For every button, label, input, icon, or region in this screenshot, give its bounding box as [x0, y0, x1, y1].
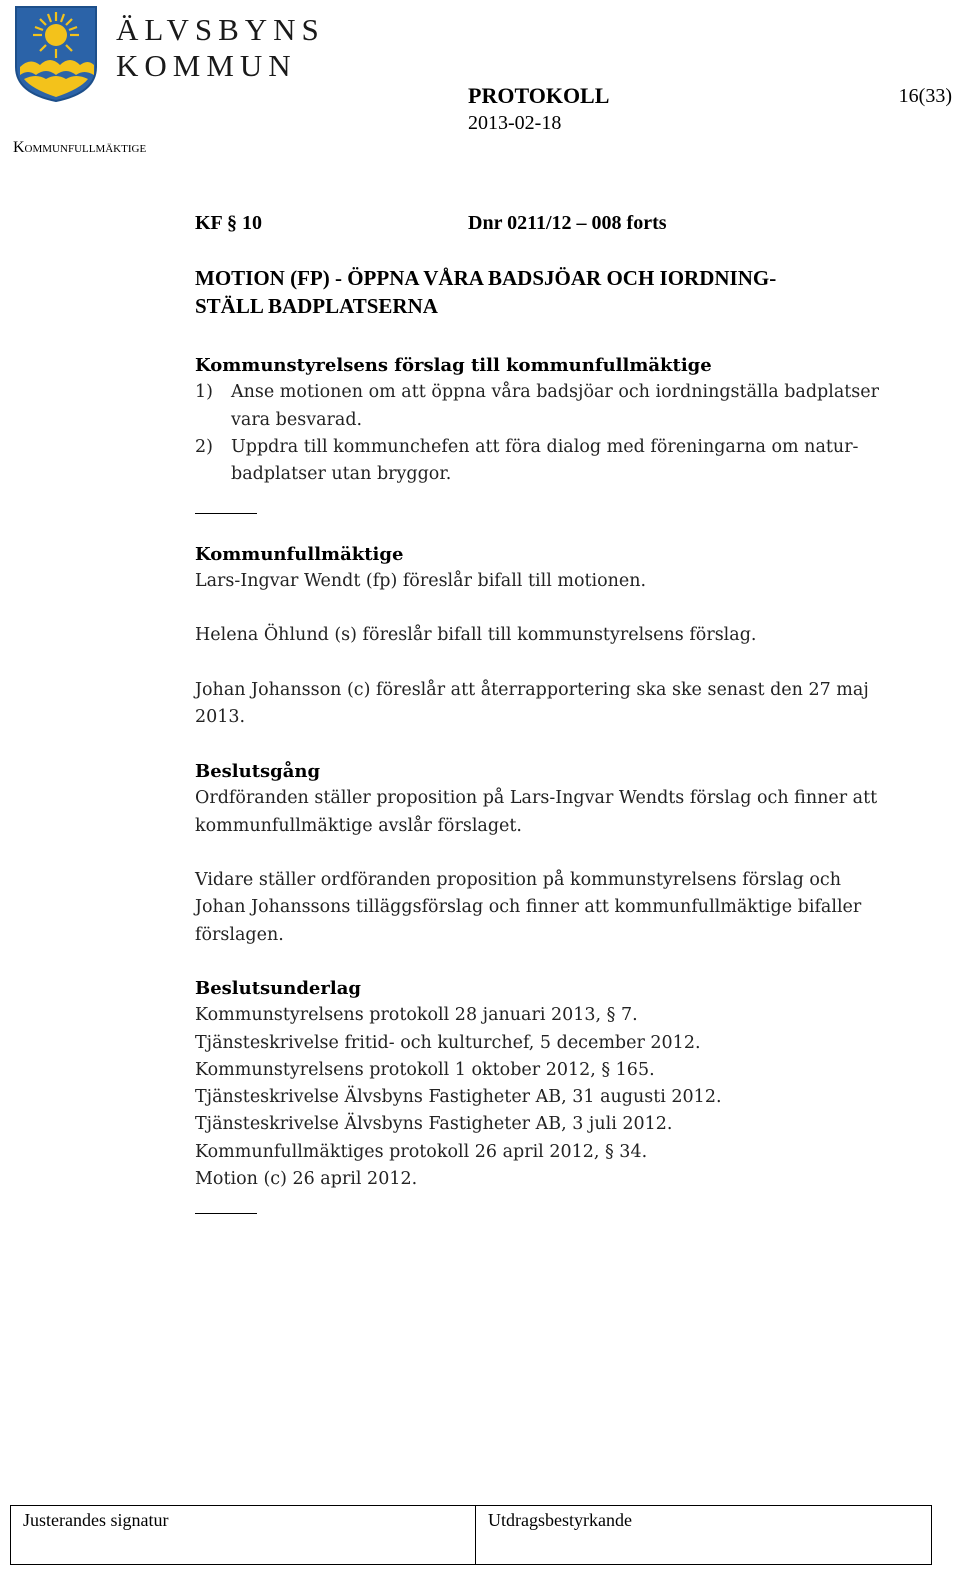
basis-section: [195, 975, 925, 1193]
case-title-line2: STÄLL BADPLATSERNA: [195, 294, 438, 318]
ks-proposal-heading: Kommunstyrelsens förslag till kommunfullmäktige: [195, 355, 712, 376]
registration-number: Dnr 0211/12 – 008 forts: [468, 212, 667, 234]
proposal-item: [195, 434, 925, 489]
decision-paragraph: förslagen.: [195, 924, 284, 945]
paragraph-reference: KF § 10: [195, 212, 263, 234]
basis-heading: Beslutsunderlag: [195, 978, 361, 999]
signature-label: Justerandes signatur: [23, 1510, 169, 1530]
basis-item: Tjänsteskrivelse Älvsbyns Fastigheter AB, 31 augusti 2012.: [195, 1087, 722, 1108]
basis-item: Kommunstyrelsens protokoll 1 oktober 2012, § 165.: [195, 1059, 655, 1080]
kf-paragraph: Lars-Ingvar Wendt (fp) föreslår bifall till motionen.: [195, 571, 647, 592]
kf-paragraph: Helena Öhlund (s) föreslår bifall till kommunstyrelsens förslag.: [195, 625, 757, 645]
case-title: [195, 264, 895, 320]
signature-field[interactable]: [11, 1506, 476, 1564]
proposal-item: [195, 379, 925, 434]
case-title-line1: MOTION (FP) - ÖPPNA VÅRA BADSJÖAR OCH IORDNING-: [195, 266, 777, 290]
municipality-name-line2: KOMMUN: [116, 48, 297, 83]
proposal-item-number: 1): [195, 382, 213, 403]
page-number: 16(33): [898, 85, 952, 107]
decision-heading: Beslutsgång: [195, 761, 321, 782]
decision-paragraph: Ordföranden ställer proposition på Lars-Ingvar Wendts förslag och finner att: [195, 788, 878, 809]
document-date: 2013-02-18: [468, 112, 562, 134]
kf-paragraph: 2013.: [195, 707, 246, 728]
decision-paragraph: Johan Johanssons tilläggsförslag och finner att kommunfullmäktige bifaller: [195, 897, 862, 918]
section-divider: [195, 513, 257, 514]
basis-item: Kommunfullmäktiges protokoll 26 april 2012, § 34.: [195, 1141, 648, 1162]
basis-item: Tjänsteskrivelse fritid- och kulturchef, 5 december 2012.: [195, 1032, 701, 1053]
proposal-item-text: Anse motionen om att öppna våra badsjöar och iordningställa badplatser: [231, 382, 880, 403]
decision-paragraph: Vidare ställer ordföranden proposition på kommunstyrelsens förslag och: [195, 870, 841, 890]
proposal-item-text: Uppdra till kommunchefen att föra dialog med föreningarna om natur-: [231, 436, 859, 457]
document-type: PROTOKOLL: [468, 83, 610, 108]
kf-heading: Kommunfullmäktige: [195, 544, 404, 565]
department-label: Kommunfullmäktige: [13, 139, 147, 156]
decision-section: [195, 758, 925, 840]
proposal-item-text: badplatser utan bryggor.: [231, 464, 452, 485]
municipality-name-line1: ÄLVSBYNS: [116, 12, 325, 47]
certification-label: Utdragsbestyrkande: [488, 1510, 632, 1530]
kf-section: [195, 541, 925, 596]
certification-field[interactable]: [476, 1506, 644, 1564]
proposal-item-text: vara besvarad.: [231, 409, 363, 430]
proposal-item-number: 2): [195, 436, 213, 457]
coat-of-arms-sun-icon: [14, 5, 98, 103]
signature-box: [10, 1505, 932, 1565]
section-divider: [195, 1213, 257, 1214]
ks-proposal-section: [195, 352, 925, 488]
basis-item: Kommunstyrelsens protokoll 28 januari 2013, § 7.: [195, 1005, 638, 1026]
basis-item: Tjänsteskrivelse Älvsbyns Fastigheter AB, 3 juli 2012.: [195, 1114, 673, 1135]
basis-item: Motion (c) 26 april 2012.: [195, 1169, 418, 1190]
kf-paragraph: Johan Johansson (c) föreslår att återrapportering ska ske senast den 27 maj: [195, 680, 869, 700]
decision-paragraph: kommunfullmäktige avslår förslaget.: [195, 815, 522, 836]
